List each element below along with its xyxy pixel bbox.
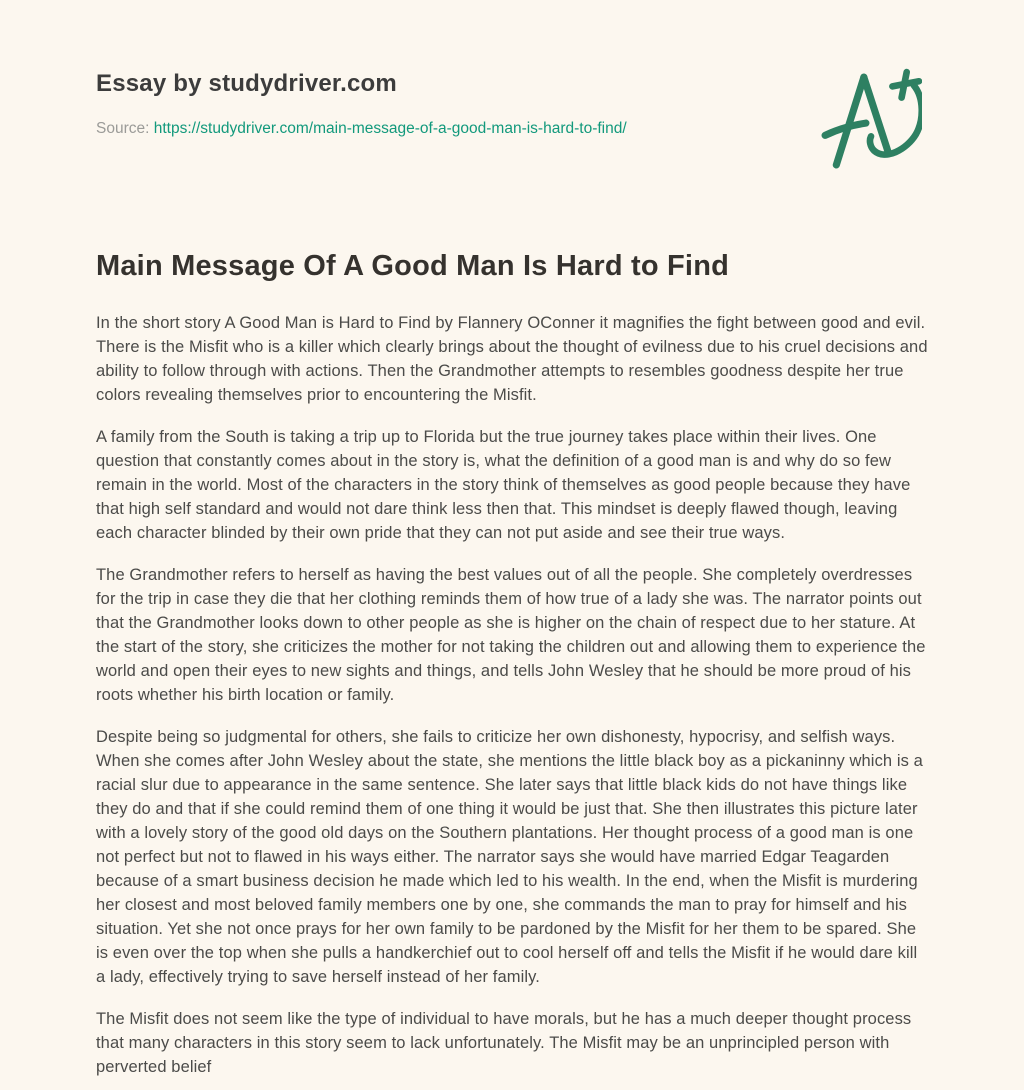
- paragraph-4: Despite being so judgmental for others, she fails to criticize her own dishonesty, hypocrisy, and selfish ways. When she comes after John Wesley about the state, she mentions the little black boy as a pickaninny which is a racial slur due to appearance in the same sentence. She later says that little black kids do not have things like they do and that if she could remind them of one thing it would be just that. She then illustrates this picture later with a lovely story of the good old days on the Southern plantations. Her thought process of a good man is one not perfect but not to flawed in his ways either. The narrator says she would have married Edgar Teagarden because of a smart business decision he made which led to his wealth. In the end, when the Misfit is murdering her closest and most beloved family members one by one, she commands the man to pray for himself and his situation. Yet she not once prays for her own family to be pardoned by the Misfit for her them to be spared. She is even over the top when she pulls a handkerchief out to cool herself off and tells the Misfit if he would dare kill a lady, effectively trying to save herself instead of her family.: [96, 728, 923, 987]
- page-title: Main Message Of A Good Man Is Hard to Find: [96, 250, 730, 283]
- source-link[interactable]: https://studydriver.com/main-message-of-a-good-man-is-hard-to-find/: [153, 119, 627, 137]
- paragraph-1: In the short story A Good Man is Hard to Find by Flannery OConner it magnifies the fight between good and evil. There is the Misfit who is a killer which clearly brings about the thought of evilness due to his cruel decisions and ability to follow through with actions. Then the Grandmother attempts to resembles goodness despite her true colors revealing themselves prior to encountering the Misfit.: [96, 314, 928, 405]
- article-body: [96, 311, 928, 1079]
- paragraph-3: The Grandmother refers to herself as having the best values out of all the people. She completely overdresses for the trip in case they die that her clothing reminds them of how true of a lady she was. The narrator points out that the Grandmother looks down to other people as she is higher on the chain of respect due to her stature. At the start of the story, she criticizes the mother for not taking the children out and allowing them to experience the world and open their eyes to new sights and things, and tells John Wesley that he should be more proud of his roots whether his birth location or family.: [96, 566, 926, 705]
- aplus-logo-icon: [820, 66, 922, 170]
- essay-provider-header: Essay by studydriver.com: [96, 70, 397, 97]
- source-label: Source:: [96, 119, 150, 137]
- paragraph-5: The Misfit does not seem like the type of individual to have morals, but he has a much deeper thought process that many characters in this story seem to lack unfortunately. The Misfit may be an unprincipled person with perverted belief: [96, 1010, 912, 1077]
- paragraph-2: A family from the South is taking a trip up to Florida but the true journey takes place within their lives. One question that constantly comes about in the story is, what the definition of a good man is and why do so few remain in the world. Most of the characters in the story think of themselves as good people because they have that high self standard and would not dare think less then that. This mindset is deeply flawed though, leaving each character blinded by their own pride that they can not put aside and see their true ways.: [96, 428, 911, 543]
- source-row: [96, 120, 928, 139]
